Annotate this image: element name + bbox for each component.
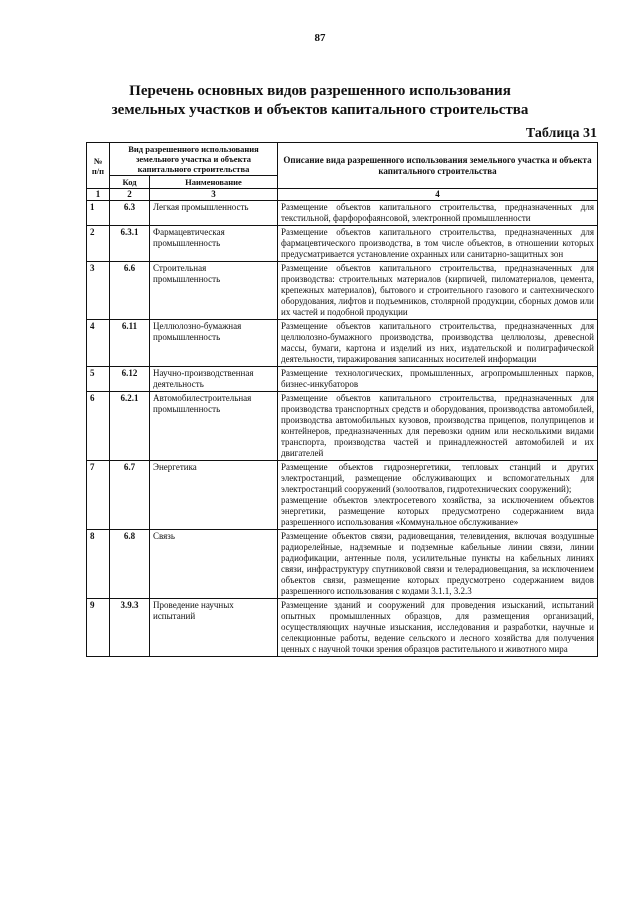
row-number: 9 (87, 599, 110, 657)
title-line-1: Перечень основных видов разрешенного использования (129, 83, 511, 99)
row-number: 4 (87, 320, 110, 367)
row-code: 6.12 (110, 367, 150, 392)
row-code: 6.3 (110, 201, 150, 226)
row-name: Связь (150, 530, 278, 599)
table-row (87, 226, 598, 262)
row-name: Энергетика (150, 461, 278, 530)
description-text: Размещение объектов капитального строительства, предназначенных для производства: строительных материалов (кирпичей, пиломатериалов, цемента, крепежных материалов), бытового и строительного газового и сантехнического оборудования, лифтов и подъемников, столярной продукции, сборных домов или их частей и подобной продукции (281, 263, 594, 317)
row-description (278, 201, 598, 226)
row-description (278, 530, 598, 599)
header-num: № п/п (87, 143, 110, 189)
row-description (278, 392, 598, 461)
row-number: 5 (87, 367, 110, 392)
description-text: Размещение объектов капитального строительства, предназначенных для производства транспортных средств и оборудования, производства автомобилей, производства автомобильных кузовов, производства прицепов, полуприцепов и контейнеров, предназначенных для перевозки одним или несколькими видами транспорта, производства частей и принадлежностей автомобилей и их двигателей (281, 393, 594, 458)
description-text: размещение объектов электросетевого хозяйства, за исключением объектов энергетики, размещение которых предусмотрено содержанием вида разрешенного использования «Коммунальное обслуживание» (281, 495, 594, 527)
table-row (87, 367, 598, 392)
row-name: Научно-производственная деятельность (150, 367, 278, 392)
description-text: Размещение зданий и сооружений для проведения изысканий, испытаний опытных промышленных образцов, для размещения организаций, осуществляющих научные изыскания, исследования и разработки, научные и селекционные работы, ведение сельского и лесного хозяйства для получения ценных с научной точки зрения образцов растительного и животного мира (281, 600, 594, 654)
row-code: 3.9.3 (110, 599, 150, 657)
row-code: 6.3.1 (110, 226, 150, 262)
description-text: Размещение объектов капитального строительства, предназначенных для целлюлозно-бумажного производства, производства целлюлозы, древесной массы, бумаги, картона и изделий из них, издательской и полиграфической деятельности, тиражирования записанных носителей информации (281, 321, 594, 364)
row-description (278, 461, 598, 530)
row-number: 3 (87, 262, 110, 320)
row-number: 7 (87, 461, 110, 530)
row-code: 6.2.1 (110, 392, 150, 461)
row-name: Целлюлозно-бумажная промышленность (150, 320, 278, 367)
column-number: 2 (110, 189, 150, 201)
row-code: 6.6 (110, 262, 150, 320)
table-body (87, 201, 598, 657)
table-row (87, 201, 598, 226)
row-code: 6.11 (110, 320, 150, 367)
page-number: 87 (314, 32, 326, 44)
header-name: Наименование (150, 176, 278, 189)
table-row (87, 262, 598, 320)
column-number: 1 (87, 189, 110, 201)
row-code: 6.7 (110, 461, 150, 530)
header-code: Код (110, 176, 150, 189)
column-number: 4 (278, 189, 598, 201)
title-line-2: земельных участков и объектов капитального строительства (111, 102, 529, 118)
row-description (278, 262, 598, 320)
row-name: Фармацевтическая промышленность (150, 226, 278, 262)
row-name: Строительная промышленность (150, 262, 278, 320)
row-code: 6.8 (110, 530, 150, 599)
header-kind-group: Вид разрешенного использования земельного участка и объекта капитального строительства (110, 143, 278, 176)
table-row (87, 392, 598, 461)
description-text: Размещение объектов гидроэнергетики, тепловых станций и других электростанций, размещение обслуживающих и вспомогательных для электростанций сооружений (золоотвалов, гидротехнических сооружений); (281, 462, 594, 494)
description-text: Размещение объектов капитального строительства, предназначенных для текстильной, фарфорофаянсовой, электронной промышленности (281, 202, 594, 223)
table-row (87, 461, 598, 530)
description-text: Размещение технологических, промышленных, агропромышленных парков, бизнес-инкубаторов (281, 368, 594, 389)
document-title (0, 82, 640, 120)
row-number: 1 (87, 201, 110, 226)
column-number: 3 (150, 189, 278, 201)
row-name: Легкая промышленность (150, 201, 278, 226)
row-description (278, 226, 598, 262)
row-name: Проведение научных испытаний (150, 599, 278, 657)
table-caption: Таблица 31 (525, 126, 597, 141)
column-number-row (87, 189, 598, 201)
row-number: 2 (87, 226, 110, 262)
table-row (87, 320, 598, 367)
row-name: Автомобилестроительная промышленность (150, 392, 278, 461)
row-number: 6 (87, 392, 110, 461)
row-description (278, 320, 598, 367)
row-number: 8 (87, 530, 110, 599)
description-text: Размещение объектов связи, радиовещания, телевидения, включая воздушные радиорелейные, надземные и подземные кабельные линии связи, линии радиофикации, антенные поля, усилительные пункты на кабельных линиях связи, инфраструктуру спутниковой связи и телерадиовещания, за исключением объектов связи, размещение которых предусмотрено содержанием видов разрешенного использования с кодами 3.1.1, 3.2.3 (281, 531, 594, 596)
header-description: Описание вида разрешенного использования земельного участка и объекта капитального строительства (278, 143, 598, 189)
row-description (278, 367, 598, 392)
land-use-table (86, 142, 598, 657)
description-text: Размещение объектов капитального строительства, предназначенных для фармацевтического производства, в том числе объектов, в отношении которых предусматривается установление охранных или санитарно-защитных зон (281, 227, 594, 259)
table-row (87, 530, 598, 599)
table-row (87, 599, 598, 657)
row-description (278, 599, 598, 657)
